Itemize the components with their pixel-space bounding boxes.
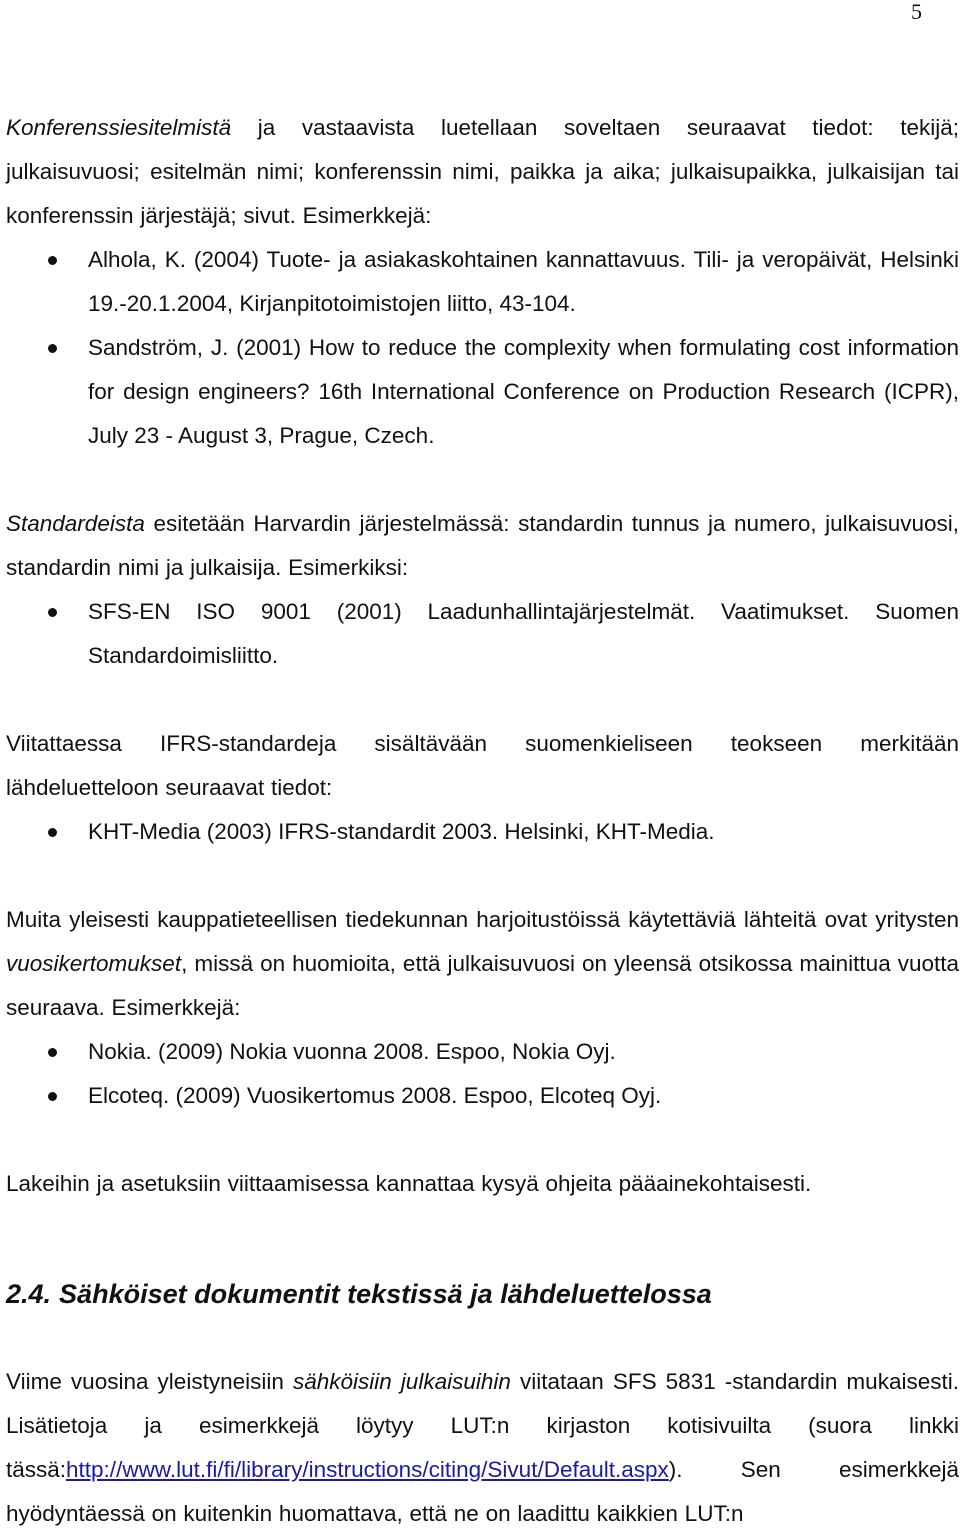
list-item-text: Nokia. (2009) Nokia vuonna 2008. Espoo, Nokia Oyj. (88, 1039, 616, 1064)
electronic-paragraph (6, 1360, 959, 1536)
conference-text: ja vastaavista luetellaan soveltaen seuraavat tiedot: tekijä; julkaisuvuosi; esitelmän nimi; konferenssin nimi, paikka ja aika; julkaisupaikka, julkaisijan tai konferenssin järjestäjä; sivut. Esimerkkejä: (6, 115, 959, 228)
document-body (6, 106, 959, 1536)
conference-examples-list (6, 238, 959, 458)
list-item-text: Sandström, J. (2001) How to reduce the complexity when formulating cost information for design engineers? 16th International Conference on Production Research (ICPR), July 23 - August 3, Prague, Czech. (88, 335, 959, 448)
annual-reports-paragraph (6, 898, 959, 1030)
list-item-text: Elcoteq. (2009) Vuosikertomus 2008. Espoo, Elcoteq Oyj. (88, 1083, 662, 1108)
spacer (6, 678, 959, 722)
bullet-icon (48, 608, 57, 617)
standards-text: esitetään Harvardin järjestelmässä: standardin tunnus ja numero, julkaisuvuosi, standardin nimi ja julkaisija. Esimerkiksi: (6, 511, 959, 580)
bullet-icon (48, 256, 57, 265)
list-item (6, 590, 959, 678)
standards-examples-list (6, 590, 959, 678)
electronic-text-before: Viime vuosina yleistyneisiin (6, 1369, 293, 1394)
section-heading (6, 1272, 959, 1316)
electronic-term: sähköisiin julkaisuihin (292, 1369, 511, 1394)
bullet-icon (48, 344, 57, 353)
library-citing-link[interactable]: http://www.lut.fi/fi/library/instructions/citing/Sivut/Default.aspx (66, 1457, 669, 1482)
conference-lead-term: Konferenssiesitelmistä (6, 115, 232, 140)
list-item-text: KHT-Media (2003) IFRS-standardit 2003. Helsinki, KHT-Media. (88, 819, 715, 844)
annual-reports-text-after: , missä on huomioita, että julkaisuvuosi on yleensä otsikossa mainittua vuotta seuraava. Esimerkkejä: (6, 951, 959, 1020)
annual-reports-term: vuosikertomukset (6, 951, 182, 976)
electronic-text-after: ). Sen esimerkkejä hyödyntäessä on kuitenkin huomattava, että ne on laadittu kaikkien LUT:n (6, 1457, 959, 1526)
annual-reports-text-before: Muita yleisesti kauppatieteellisen tiedekunnan harjoitustöissä käytettäviä lähteitä ovat yritysten (6, 907, 959, 932)
section-number: 2.4. (6, 1279, 52, 1309)
list-item (6, 326, 959, 458)
electronic-text-middle: viitataan SFS 5831 -standardin mukaisesti. Lisätietoja ja esimerkkejä löytyy LUT:n kirjaston kotisivuilta (suora linkki tässä: (6, 1369, 959, 1482)
spacer (6, 1206, 959, 1272)
list-item-text: SFS-EN ISO 9001 (2001) Laadunhallintajärjestelmät. Vaatimukset. Suomen Standardoimisliitto. (88, 599, 959, 668)
ifrs-examples-list (6, 810, 959, 854)
spacer (6, 1118, 959, 1162)
spacer (6, 854, 959, 898)
ifrs-paragraph: Viitattaessa IFRS-standardeja sisältävään suomenkieliseen teokseen merkitään lähdeluetteloon seuraavat tiedot: (6, 731, 959, 800)
section-title: Sähköiset dokumentit tekstissä ja lähdeluettelossa (59, 1279, 712, 1309)
list-item-text: Alhola, K. (2004) Tuote- ja asiakaskohtainen kannattavuus. Tili- ja veropäivät, Helsinki 19.-20.1.2004, Kirjanpitotoimistojen liitto, 43-104. (88, 247, 959, 316)
list-item (6, 1030, 959, 1074)
list-item (6, 1074, 959, 1118)
standards-lead-term: Standardeista (6, 511, 145, 536)
standards-paragraph (6, 502, 959, 590)
list-item (6, 238, 959, 326)
bullet-icon (48, 828, 57, 837)
spacer (6, 458, 959, 502)
page-number: 5 (911, 0, 922, 24)
list-item (6, 810, 959, 854)
annual-reports-examples-list (6, 1030, 959, 1118)
spacer (6, 1316, 959, 1360)
bullet-icon (48, 1048, 57, 1057)
conference-paragraph (6, 106, 959, 238)
bullet-icon (48, 1092, 57, 1101)
laws-paragraph: Lakeihin ja asetuksiin viittaamisessa kannattaa kysyä ohjeita pääainekohtaisesti. (6, 1171, 812, 1196)
